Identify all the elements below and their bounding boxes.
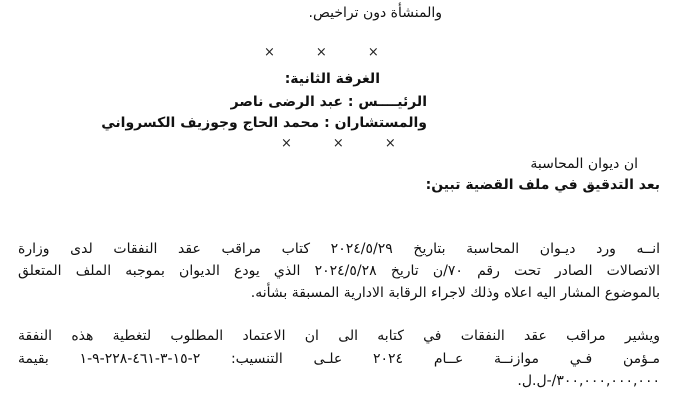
chamber-president: الرئيــــس : عبد الرضى ناصر: [230, 94, 427, 110]
separator-crosses-bottom: [281, 137, 396, 151]
cross-mark: ×: [384, 136, 396, 151]
cross-mark: ×: [315, 45, 327, 60]
paragraph-2-line-3: ٣٠٠,٠٠٠,٠٠٠,٠٠٠/-ل.ل.: [517, 373, 660, 389]
intro-line: ان ديوان المحاسبة: [530, 156, 638, 172]
cross-mark: ×: [332, 136, 344, 151]
paragraph-1-line-3: بالموضوع المشار اليه اعلاه وذلك لاجراء الرقابة الادارية المسبقة بشأنه.: [250, 285, 660, 301]
cross-mark: ×: [264, 45, 275, 60]
intro-finding-line: بعد التدقيق في ملف القضية تبين:: [425, 177, 660, 193]
paragraph-2-line-1: ويشير مراقب عقد النفقات في كتابه الى ان الاعتماد المطلوب لتغطية هذه النفقة: [18, 328, 660, 344]
previous-page-fragment: والمنشأة دون تراخيص.: [308, 5, 442, 21]
paragraph-2-line-2: مـؤمن فـي موازنــة عــام ٢٠٢٤ علـى التنسيب: ٢-١٥-٣-٤٦١-٢٢٨-٩-١ بقيمة: [18, 351, 660, 367]
paragraph-1-line-2: الاتصالات الصادر تحت رقم ٧٠/ن تاريخ ٢٠٢٤/٥/٢٨ الذي يودع الديوان بموجبه الملف المتعلق: [18, 263, 660, 279]
chamber-advisors: والمستشاران : محمد الحاج وجوزيف الكسرواني: [101, 115, 427, 131]
cross-mark: ×: [367, 45, 379, 60]
paragraph-1-line-1: انــه ورد ديـوان المحاسبة بتاريخ ٢٠٢٤/٥/٢٩ كتاب مراقب عقد النفقات لدى وزارة: [18, 241, 660, 257]
cross-mark: ×: [281, 136, 292, 151]
chamber-title: الغرفة الثانية:: [284, 71, 380, 87]
separator-crosses-top: [264, 46, 379, 60]
